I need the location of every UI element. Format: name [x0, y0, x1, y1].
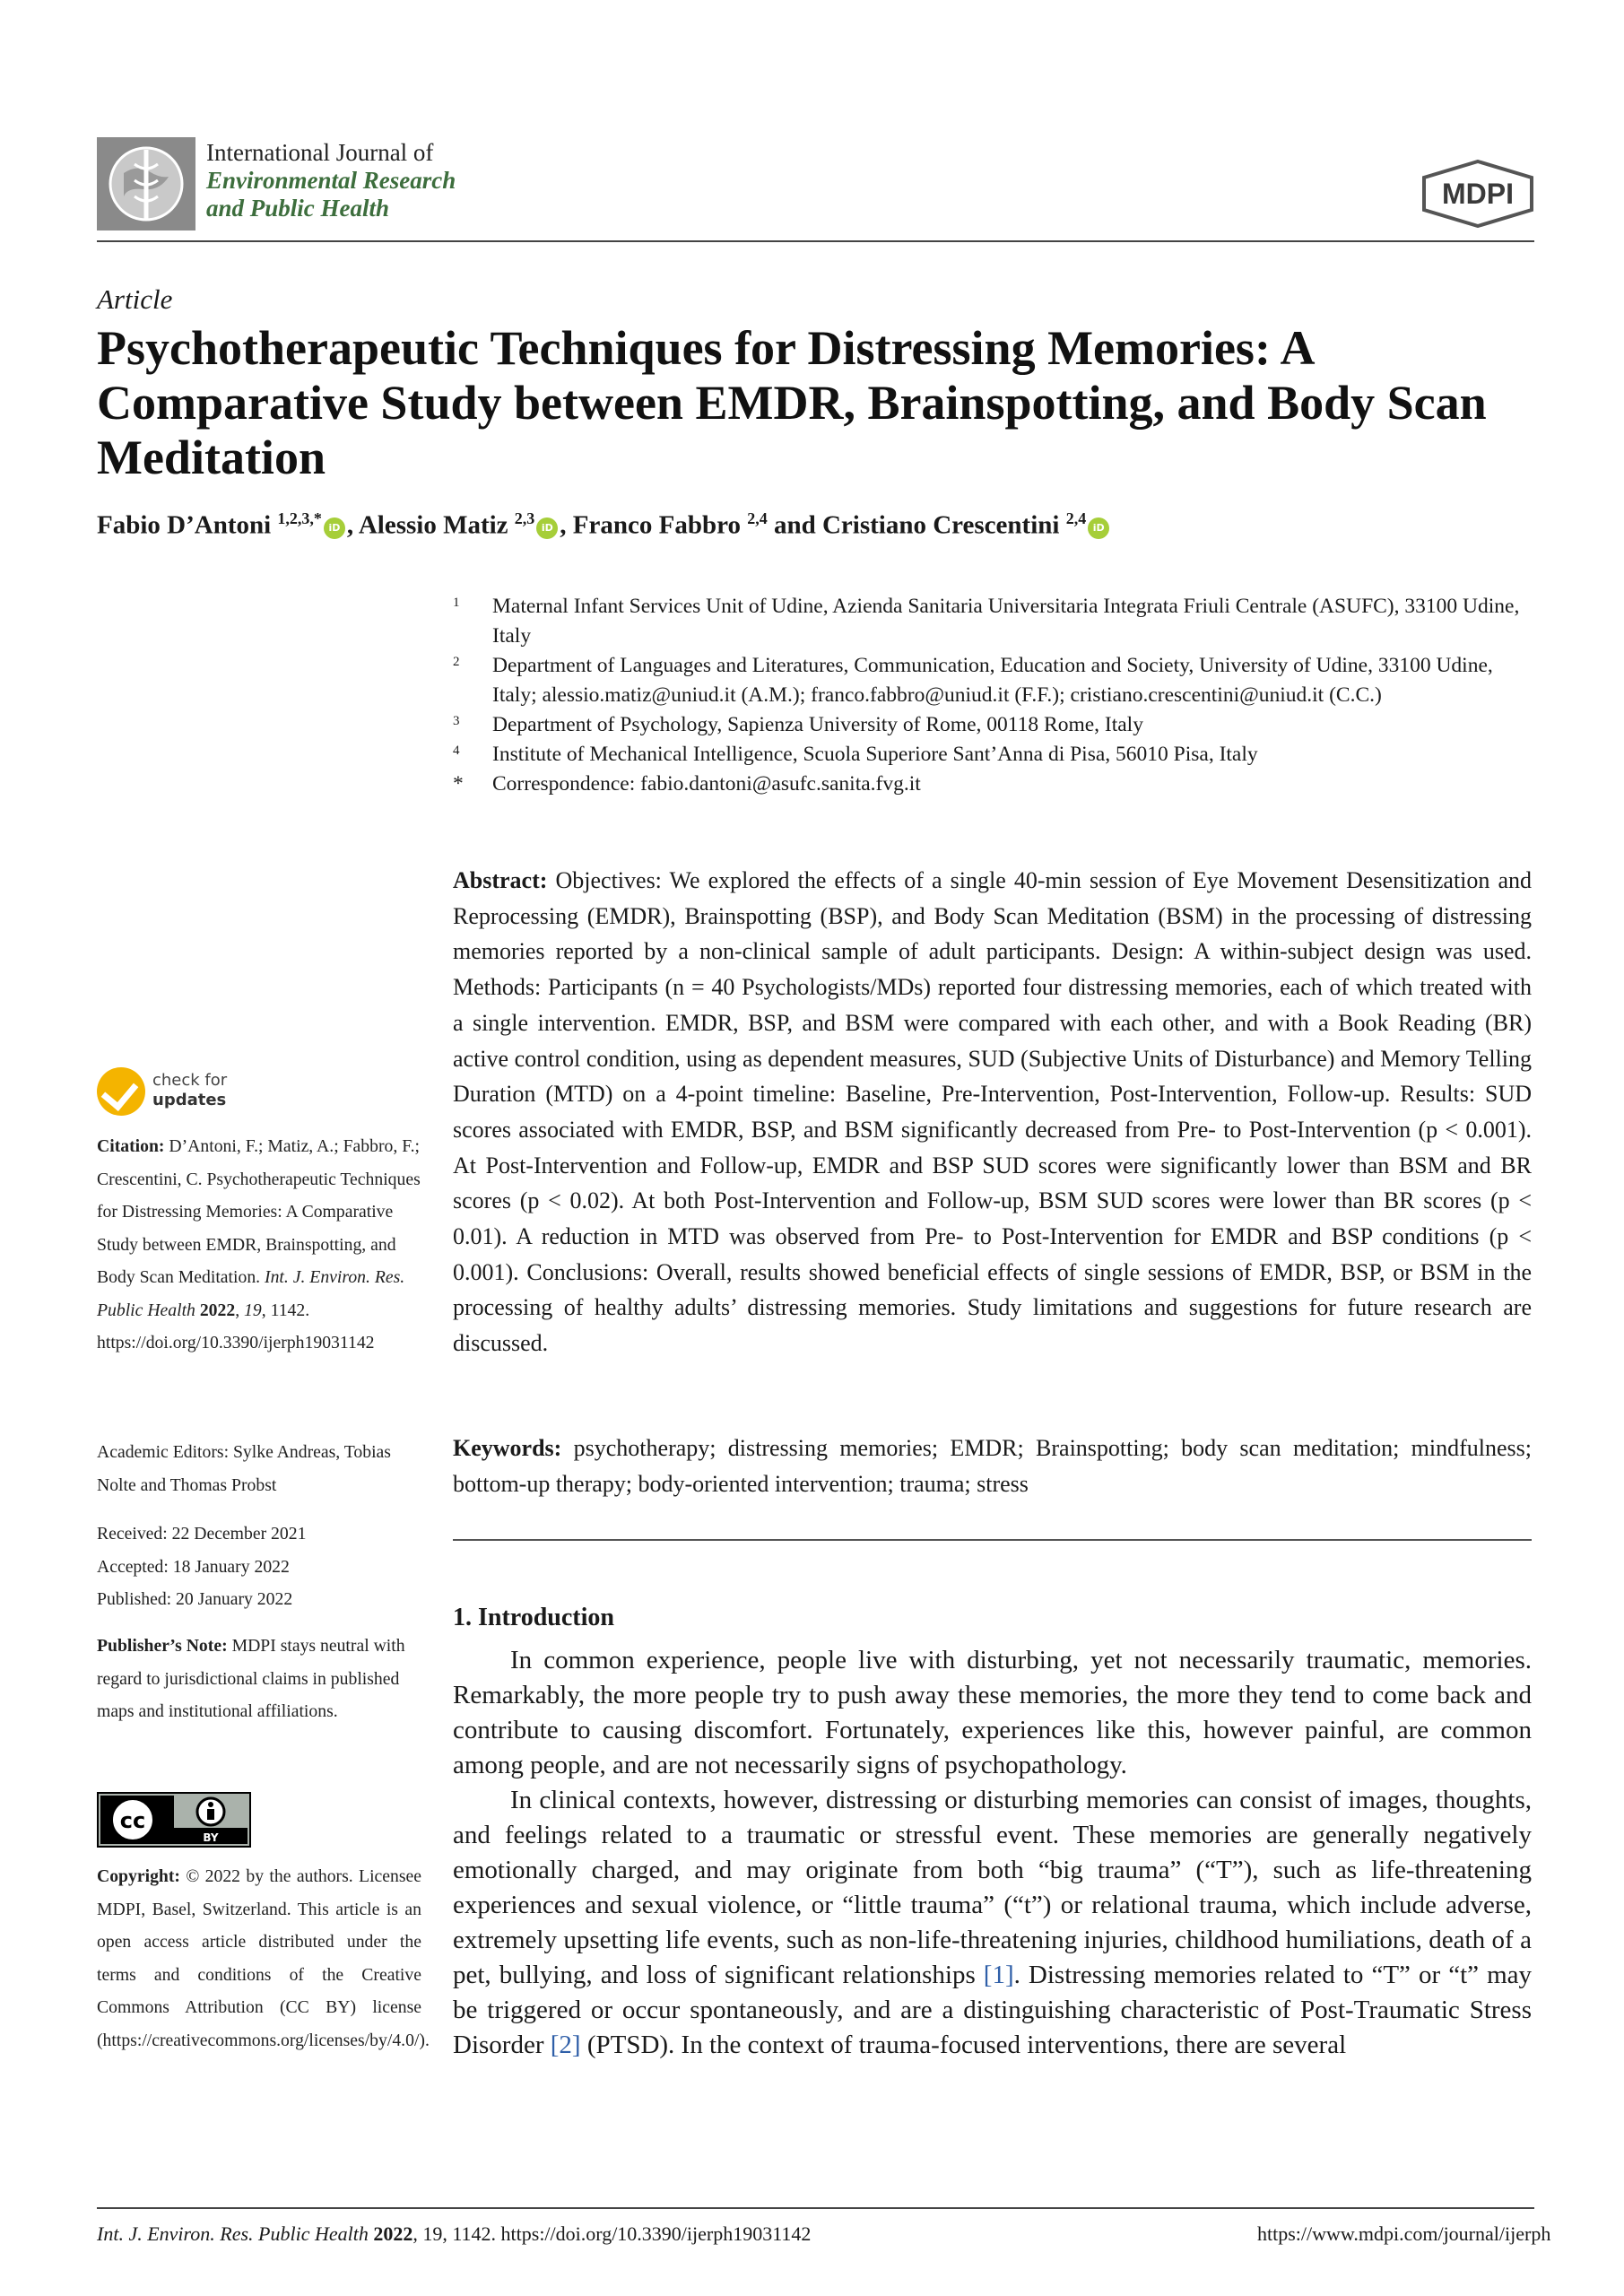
affiliation-item	[453, 740, 1529, 770]
pubnote-label: Publisher’s Note:	[97, 1636, 228, 1656]
author-separator: ,	[346, 510, 359, 540]
check-updates-line1: check for	[152, 1071, 228, 1090]
abstract	[453, 863, 1532, 1361]
copyright-label: Copyright:	[97, 1866, 180, 1886]
author-affiliation-sup: 2,4	[1065, 509, 1087, 527]
orcid-icon[interactable]: iD	[324, 517, 345, 539]
publisher-logo	[1419, 160, 1537, 228]
orcid-icon[interactable]: iD	[536, 517, 558, 539]
introduction-body	[453, 1643, 1532, 2063]
received-date: Received: 22 December 2021	[97, 1524, 307, 1544]
copyright-block	[97, 1860, 430, 2057]
keywords-label: Keywords:	[453, 1435, 562, 1461]
affiliations	[453, 592, 1529, 799]
publisher-logo-text: MDPI	[1442, 178, 1514, 210]
footer-citation	[97, 2222, 811, 2246]
reference-link[interactable]: [2]	[550, 2031, 581, 2059]
author-affiliation-sup: 2,3	[514, 509, 535, 527]
paragraph-text: (PTSD). In the context of trauma-focused interventions, there are several	[580, 2031, 1347, 2059]
affiliation-item	[453, 592, 1529, 651]
affiliation-number: 1	[453, 596, 460, 610]
affiliation-number: 2	[453, 655, 460, 669]
affiliation-text: Department of Languages and Literatures, Communication, Education and Society, University of Udine, 33100 Udine, Italy; alessio.matiz@uniud.it (A.M.); franco.fabbro@uniud.it (F.F.); cristiano.crescentini@uniud.it (C.C.)	[492, 654, 1493, 707]
checkmark-icon	[97, 1067, 145, 1116]
accepted-date: Accepted: 18 January 2022	[97, 1556, 290, 1577]
author-name: Cristiano Crescentini	[821, 510, 1060, 540]
citation-block: Citation: D’Antoni, F.; Matiz, A.; Fabbro, F.; Crescentini, C. Psychotherapeutic Techniques for Distressing Memories: A Comparative Study between EMDR, Brainspotting, and Body Scan Meditation. Int. J. Environ. Res. Public Health 2022, 19, 1142. https://doi.org/10.3390/ijerph19031142	[97, 1136, 421, 1352]
reference-link[interactable]: [1]	[983, 1961, 1014, 1989]
section-divider	[453, 1539, 1532, 1541]
citation-volume: 19	[244, 1300, 262, 1320]
journal-name-line1: International Journal of	[206, 139, 434, 166]
author-name: Fabio D’Antoni	[97, 510, 272, 540]
keywords-text: psychotherapy; distressing memories; EMDR; Brainspotting; body scan meditation; mindfulness; bottom-up therapy; body-oriented intervention; trauma; stress	[453, 1435, 1532, 1497]
correspondence-text: Correspondence: fabio.dantoni@asufc.sanita.fvg.it	[492, 772, 921, 796]
paragraph: In common experience, people live with disturbing, yet not necessarily traumatic, memories. Remarkably, the more people try to push away these memories, the more they tend to come back and contribute to causing discomfort. Fortunately, experiences like this, however painful, are common among people, and are not necessarily signs of psychopathology.	[453, 1646, 1532, 1779]
abstract-label: Abstract:	[453, 867, 548, 893]
abstract-text: Objectives: We explored the effects of a single 40-min session of Eye Movement Desensitization and Reprocessing (EMDR), Brainspotting (BSP), and Body Scan Meditation (BSM) in the processing of distressing memories reported by a non-clinical sample of adult participants. Design: A within-subject design was used. Methods: Participants (n = 40 Psychologists/MDs) reported four distressing memories, each of which treated with a single intervention. EMDR, BSP, and BSM were compared with each other, and with a Book Reading (BR) active control condition, using as dependent measures, SUD (Subjective Units of Disturbance) and Memory Telling Duration (MTD) on a 4-point timeline: Baseline, Pre-Intervention, Post-Intervention, Follow-up. Results: SUD scores associated with EMDR, BSP, and BSM significantly decreased from Pre- to Post-Intervention (p < 0.001). At Post-Intervention and Follow-up, EMDR and BSP SUD scores were significantly lower than BSM and BR scores (p < 0.02). At both Post-Intervention and Follow-up, BSM SUD scores were lower than BR scores (p < 0.01). A reduction in MTD was observed from Pre- to Post-Intervention for EMDR and BSP conditions (p < 0.001). Conclusions: Overall, results showed beneficial effects of single sessions of EMDR, BSP, or BSM in the processing of healthy adults’ distressing memories. Study limitations and suggestions for future research are discussed.	[453, 867, 1533, 1357]
affiliation-number: 3	[453, 714, 460, 728]
journal-name-line2: Environmental Research	[206, 167, 456, 194]
footer-divider	[97, 2207, 1534, 2209]
author-affiliation-sup: 2,4	[747, 509, 768, 527]
cc-by-text: BY	[203, 1831, 219, 1844]
article-title: Psychotherapeutic Techniques for Distressing Memories: A Comparative Study between EMDR, Brainspotting, and Body Scan Meditation	[97, 321, 1487, 484]
affiliation-text: Institute of Mechanical Intelligence, Scuola Superiore Sant’Anna di Pisa, 56010 Pisa, Italy	[492, 743, 1258, 766]
affiliation-item	[453, 710, 1529, 740]
article-type: Article	[97, 283, 173, 315]
footer-journal-url[interactable]: https://www.mdpi.com/journal/ijerph	[1257, 2222, 1551, 2245]
citation-doi[interactable]: , 1142. https://doi.org/10.3390/ijerph19031142	[97, 1300, 375, 1352]
paragraph	[453, 1783, 1532, 2063]
journal-name-line3: and Public Health	[206, 195, 390, 222]
footer-journal: Int. J. Environ. Res. Public Health	[97, 2222, 369, 2245]
affiliation-text: Maternal Infant Services Unit of Udine, Azienda Sanitaria Universitaria Integrata Friuli Centrale (ASUFC), 33100 Udine, Italy	[492, 595, 1520, 648]
orcid-icon[interactable]: iD	[1088, 517, 1109, 539]
check-for-updates-button[interactable]	[97, 1067, 240, 1118]
affiliation-item	[453, 651, 1529, 710]
journal-name	[206, 139, 456, 222]
author-list	[97, 502, 1532, 542]
author-name: Franco Fabbro	[572, 510, 741, 540]
cc-text: cc	[119, 1808, 146, 1833]
author-affiliation-sup: 1,2,3,*	[277, 509, 322, 527]
published-date: Published: 20 January 2022	[97, 1589, 293, 1609]
citation-text: D’Antoni, F.; Matiz, A.; Fabbro, F.; Crescentini, C. Psychotherapeutic Techniques for Distressing Memories: A Comparative Study between EMDR, Brainspotting, and Body Scan Meditation.	[97, 1136, 421, 1287]
citation-journal: Int. J. Environ. Res. Public Health	[97, 1267, 405, 1320]
cc-by-license-icon[interactable]	[97, 1792, 251, 1848]
footer-doi[interactable]: , 19, 1142. https://doi.org/10.3390/ijerph19031142	[413, 2222, 812, 2245]
author-name: Alessio Matiz	[358, 510, 508, 540]
header-divider	[97, 240, 1534, 242]
affiliation-text: Department of Psychology, Sapienza University of Rome, 00118 Rome, Italy	[492, 713, 1143, 736]
pubnote-text: MDPI stays neutral with regard to jurisdictional claims in published maps and institutional affiliations.	[97, 1636, 405, 1721]
footer-year: 2022	[373, 2222, 413, 2245]
check-updates-line2: updates	[152, 1091, 227, 1109]
author-separator: and	[767, 510, 822, 540]
publication-dates	[97, 1518, 421, 1616]
affiliation-number: *	[453, 772, 464, 796]
publisher-note	[97, 1630, 421, 1728]
paragraph-text: . Distressing memories related to “T” or “t” may be triggered or occur spontaneously, and are a distinguishing characteristic of Post-Traumatic Stress Disorder	[453, 1961, 1532, 2059]
copyright-text: © 2022 by the authors. Licensee MDPI, Basel, Switzerland. This article is an open access article distributed under the terms and conditions of the Creative Commons Attribution (CC BY) license (https://creativecommons.org/licenses/by/4.0/).	[97, 1866, 430, 2050]
affiliation-number: 4	[453, 744, 460, 758]
affiliation-item	[453, 770, 1529, 799]
citation-label: Citation:	[97, 1136, 165, 1156]
keywords	[453, 1431, 1532, 1501]
citation-year: 2022	[199, 1300, 236, 1320]
paragraph-text: In clinical contexts, however, distressing or disturbing memories can consist of images, thoughts, and feelings related to a traumatic or stressful event. These memories are generally negatively emotionally charged, and may originate from both “big trauma” (“T”), such as life-threatening experiences and sexual violence, or “little trauma” (“t”) or relational trauma, which include adverse, extremely upsetting life events, such as non-life-threatening injuries, childhood humiliations, death of a pet, bullying, and loss of significant relationships	[453, 1786, 1532, 1989]
journal-logo-icon	[97, 137, 195, 230]
author-separator: ,	[560, 510, 573, 540]
section-heading: 1. Introduction	[453, 1604, 614, 1631]
academic-editors: Academic Editors: Sylke Andreas, Tobias Nolte and Thomas Probst	[97, 1442, 391, 1495]
